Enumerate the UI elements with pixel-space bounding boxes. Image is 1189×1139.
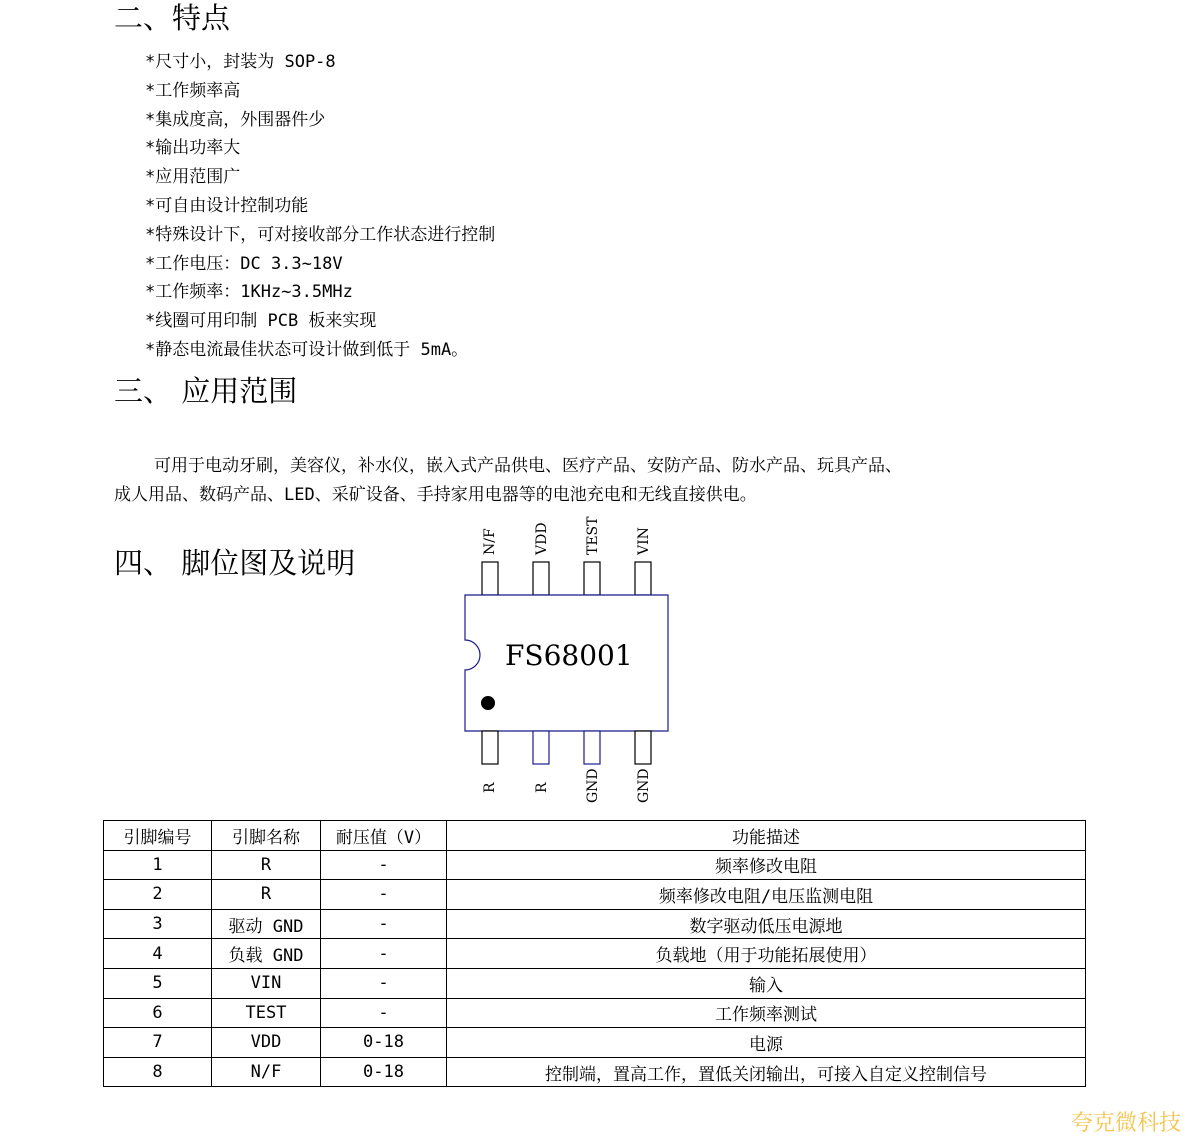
pin-label-top-3: TEST	[585, 516, 601, 555]
feature-item: *工作频率：1KHz~3.5MHz	[145, 282, 353, 303]
pin-bottom-4	[635, 731, 651, 764]
feature-item: *尺寸小，封装为 SOP-8	[145, 52, 336, 72]
cell-function: 电源	[447, 1028, 1086, 1058]
cell-pin-name: R	[212, 880, 321, 910]
cell-voltage: 0-18	[321, 1057, 447, 1087]
pin-label-top-2: VDD	[534, 522, 550, 555]
cell-pin-name: N/F	[212, 1057, 321, 1087]
cell-function: 频率修改电阻	[447, 850, 1086, 880]
cell-voltage: -	[321, 939, 447, 969]
pin-bottom-3	[584, 731, 600, 764]
pin-table	[103, 820, 1086, 1087]
cell-function: 数字驱动低压电源地	[447, 909, 1086, 939]
cell-function: 负载地（用于功能拓展使用）	[447, 939, 1086, 969]
scope-line-2: 成人用品、数码产品、LED、采矿设备、手持家用电器等的电池充电和无线直接供电。	[114, 485, 757, 505]
scope-heading: 三、 应用范围	[114, 374, 298, 408]
watermark-text: 夸克微科技	[1070, 1111, 1181, 1136]
pin-label-bottom-4: GND	[636, 768, 652, 803]
cell-pin-number: 7	[104, 1028, 212, 1058]
cell-function: 输入	[447, 968, 1086, 998]
pin-label-top-4: VIN	[636, 527, 652, 555]
feature-item: *特殊设计下，可对接收部分工作状态进行控制	[145, 224, 496, 245]
cell-function: 控制端，置高工作，置低关闭输出，可接入自定义控制信号	[447, 1057, 1086, 1087]
cell-voltage: -	[321, 998, 447, 1028]
cell-pin-number: 1	[104, 850, 212, 880]
cell-voltage: -	[321, 880, 447, 910]
table-row	[104, 998, 1086, 1028]
cell-pin-number: 8	[104, 1057, 212, 1087]
feature-item: *工作电压：DC 3.3~18V	[145, 253, 343, 274]
header-function: 功能描述	[447, 821, 1086, 851]
cell-pin-name: 负载 GND	[212, 939, 321, 969]
cell-pin-name: 驱动 GND	[212, 909, 321, 939]
table-row	[104, 968, 1086, 998]
scope-line-1: 可用于电动牙刷，美容仪，补水仪，嵌入式产品供电、医疗产品、安防产品、防水产品、玩具产品、	[154, 456, 902, 476]
features-heading: 二、特点	[114, 1, 231, 35]
cell-function: 频率修改电阻/电压监测电阻	[447, 880, 1086, 910]
table-row	[104, 850, 1086, 880]
pin-top-3	[584, 562, 600, 595]
pin-top-1	[482, 562, 498, 595]
feature-item: *可自由设计控制功能	[145, 195, 309, 216]
cell-voltage: 0-18	[321, 1028, 447, 1058]
cell-pin-name: R	[212, 850, 321, 880]
feature-item: *应用范围广	[145, 167, 241, 188]
feature-item: *集成度高，外围器件少	[145, 109, 326, 130]
pin-label-top-1: N/F	[482, 528, 498, 555]
table-row	[104, 909, 1086, 939]
pin-label-bottom-1: R	[482, 782, 498, 793]
pin1-dot	[481, 696, 495, 710]
cell-function: 工作频率测试	[447, 998, 1086, 1028]
chip-pinout-diagram	[440, 510, 700, 810]
cell-pin-name: TEST	[212, 998, 321, 1028]
cell-voltage: -	[321, 850, 447, 880]
pin-bottom-2	[533, 731, 549, 764]
cell-pin-number: 4	[104, 939, 212, 969]
table-row	[104, 1028, 1086, 1058]
cell-pin-name: VIN	[212, 968, 321, 998]
cell-pin-number: 6	[104, 998, 212, 1028]
cell-voltage: -	[321, 909, 447, 939]
cell-voltage: -	[321, 968, 447, 998]
table-header-row	[104, 821, 1086, 851]
pin-bottom-1	[482, 731, 498, 764]
pin-top-2	[533, 562, 549, 595]
pin-top-4	[635, 562, 651, 595]
pinout-heading: 四、 脚位图及说明	[114, 546, 356, 580]
chip-svg	[440, 510, 700, 810]
feature-item: *静态电流最佳状态可设计做到低于 5mA。	[145, 339, 469, 360]
header-voltage: 耐压值（V）	[321, 821, 447, 851]
pin-label-bottom-3: GND	[585, 768, 601, 803]
feature-item: *输出功率大	[145, 138, 241, 159]
table-row	[104, 939, 1086, 969]
table-row	[104, 1057, 1086, 1087]
cell-pin-number: 5	[104, 968, 212, 998]
cell-pin-name: VDD	[212, 1028, 321, 1058]
header-pin-number: 引脚编号	[104, 821, 212, 851]
chip-name: FS68001	[505, 639, 633, 672]
feature-item: *线圈可用印制 PCB 板来实现	[145, 311, 377, 332]
cell-pin-number: 3	[104, 909, 212, 939]
header-pin-name: 引脚名称	[212, 821, 321, 851]
feature-item: *工作频率高	[145, 80, 241, 101]
scope-paragraph	[114, 452, 1094, 510]
features-list	[145, 48, 495, 365]
cell-pin-number: 2	[104, 880, 212, 910]
table-row	[104, 880, 1086, 910]
pin-label-bottom-2: R	[534, 782, 550, 793]
